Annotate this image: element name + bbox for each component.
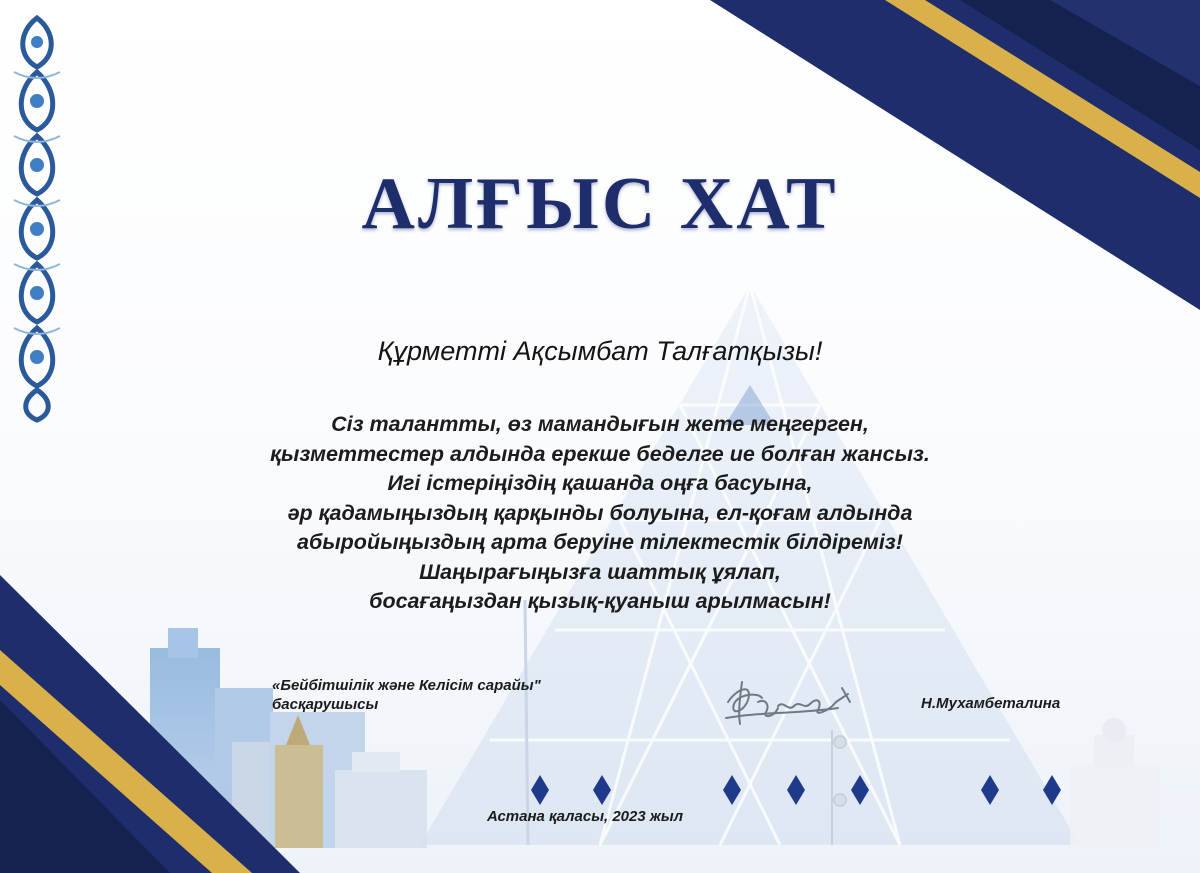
body-line: Сіз талантты, өз мамандығын жете меңгерген, xyxy=(331,412,869,436)
greeting: Құрметті Ақсымбат Талғатқызы! xyxy=(377,336,823,366)
place-and-year: Астана қаласы, 2023 жыл xyxy=(487,808,684,825)
certificate-title: АЛҒЫС ХАТ xyxy=(361,163,839,245)
body-line: қызметтестер алдында ерекше беделге ие болған жансыз. xyxy=(270,441,930,466)
certificate-body xyxy=(0,410,1200,617)
organization-name: «Бейбітшілік және Келісім сарайы" xyxy=(272,677,541,694)
body-line: Шаңырағыңызға шаттық ұялап, xyxy=(419,559,781,584)
body-line: Игі істеріңіздің қашанда оңға басуына, xyxy=(387,471,813,495)
body-line: босағаңыздан қызық-қуаныш арылмасын! xyxy=(369,589,831,613)
signer-name: Н.Мухамбеталина xyxy=(921,695,1061,712)
organization-block xyxy=(272,676,541,714)
body-line: абыройыңыздың арта беруіне тілектестік білдіреміз! xyxy=(297,530,903,554)
organization-role: басқарушысы xyxy=(272,696,379,713)
body-line: әр қадамыңыздың қарқынды болуына, ел-қоғам алдында xyxy=(287,500,913,525)
handwritten-signature xyxy=(718,672,868,732)
